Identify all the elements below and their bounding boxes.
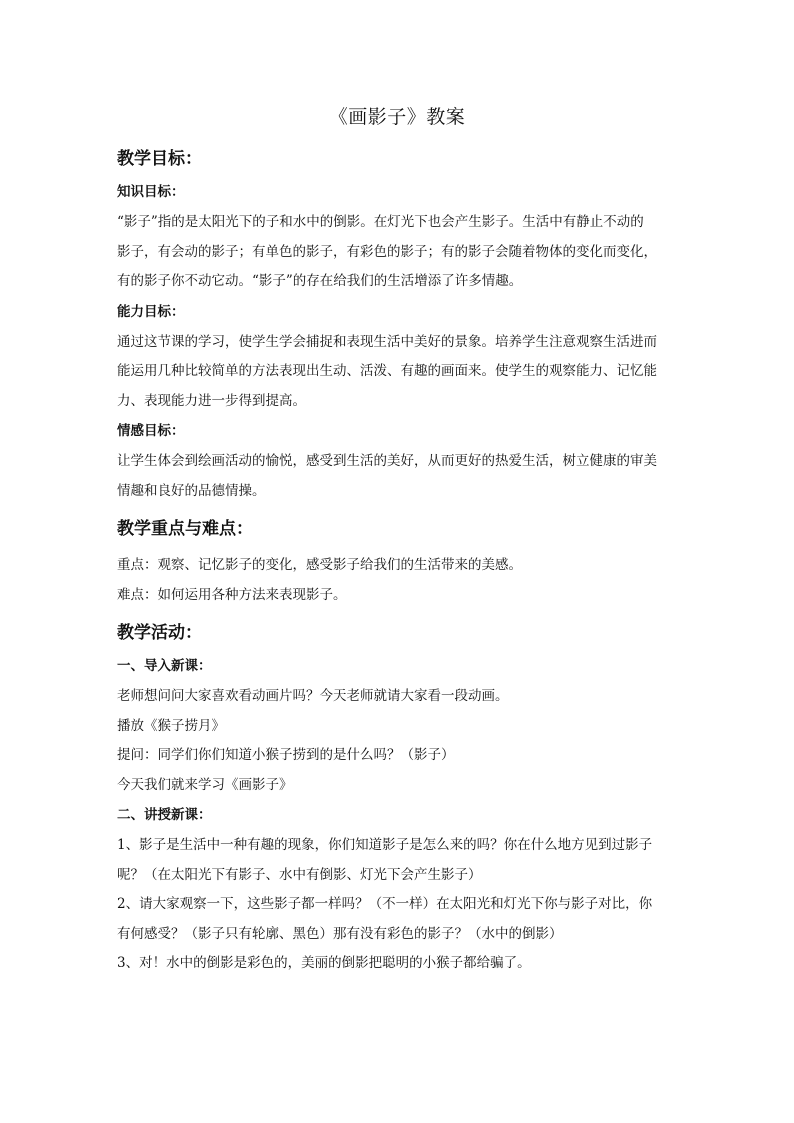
paragraph-line: 3、对！水中的倒影是彩色的，美丽的倒影把聪明的小猴子都给骗了。 (117, 955, 531, 971)
paragraph-line: 2、请大家观察一下，这些影子都一样吗？（不一样）在太阳光和灯光下你与影子对比，你 (117, 896, 653, 912)
subsection-heading-intro: 一、导入新课： (117, 658, 212, 674)
section-heading-key-points: 教学重点与难点： (117, 519, 253, 539)
document-body (117, 146, 677, 979)
paragraph-line: 今天我们就来学习《画影子》 (117, 776, 293, 793)
paragraph-line: 影子，有会动的影子；有单色的影子，有彩色的影子；有的影子会随着物体的变化而变化， (117, 243, 657, 260)
ability-paragraph (117, 328, 677, 417)
section-heading-teaching-goals: 教学目标： (117, 149, 202, 169)
paragraph-line: 有的影子你不动它动。“影子”的存在给我们的生活增添了许多情趣。 (117, 273, 523, 289)
subsection-heading-emotion: 情感目标： (117, 423, 185, 439)
emotion-paragraph (117, 447, 677, 506)
knowledge-paragraph (117, 208, 677, 297)
paragraph-line: 让学生体会到绘画活动的愉悦，感受到生活的美好，从而更好的热爱生活，树立健康的审美 (117, 453, 657, 469)
new-lesson-paragraph (117, 831, 677, 979)
paragraph-line: 提问：同学们你们知道小猴子捞到的是什么吗？（影子） (117, 747, 455, 763)
paragraph-line: “影子”指的是太阳光下的子和水中的倒影。在灯光下也会产生影子。生活中有静止不动的 (117, 214, 644, 230)
section-heading-activities: 教学活动： (117, 623, 202, 643)
paragraph-line: 难点：如何运用各种方法来表现影子。 (117, 586, 347, 603)
paragraph-line: 呢？（在太阳光下有影子、水中有倒影、灯光下会产生影子） (117, 866, 482, 883)
paragraph-line: 播放《猴子捞月》 (117, 717, 225, 734)
subsection-heading-new-lesson: 二、讲授新课： (117, 807, 212, 823)
paragraph-line: 重点：观察、记忆影子的变化，感受影子给我们的生活带来的美感。 (117, 557, 522, 573)
subsection-heading-ability: 能力目标： (117, 303, 185, 320)
paragraph-line: 有何感受？（影子只有轮廓、黑色）那有没有彩色的影子？（水中的倒影） (117, 925, 563, 942)
paragraph-line: 力、表现能力进一步得到提高。 (117, 392, 306, 409)
paragraph-line: 1、影子是生活中一种有趣的现象，你们知道影子是怎么来的吗？你在什么地方见到过影子 (117, 837, 653, 853)
paragraph-line: 情趣和良好的品德情操。 (117, 482, 266, 499)
key-points-paragraph (117, 551, 677, 610)
paragraph-line: 老师想问问大家喜欢看动画片吗？今天老师就请大家看一段动画。 (117, 688, 509, 704)
paragraph-line: 通过这节课的学习，使学生学会捕捉和表现生活中美好的景象。培养学生注意观察生活进而 (117, 333, 657, 350)
subsection-heading-knowledge: 知识目标： (117, 184, 185, 200)
document-title: 《画影子》教案 (328, 106, 466, 128)
paragraph-line: 能运用几种比较简单的方法表现出生动、活泼、有趣的画面来。使学生的观察能力、记忆能 (117, 363, 657, 379)
intro-paragraph (117, 682, 677, 800)
